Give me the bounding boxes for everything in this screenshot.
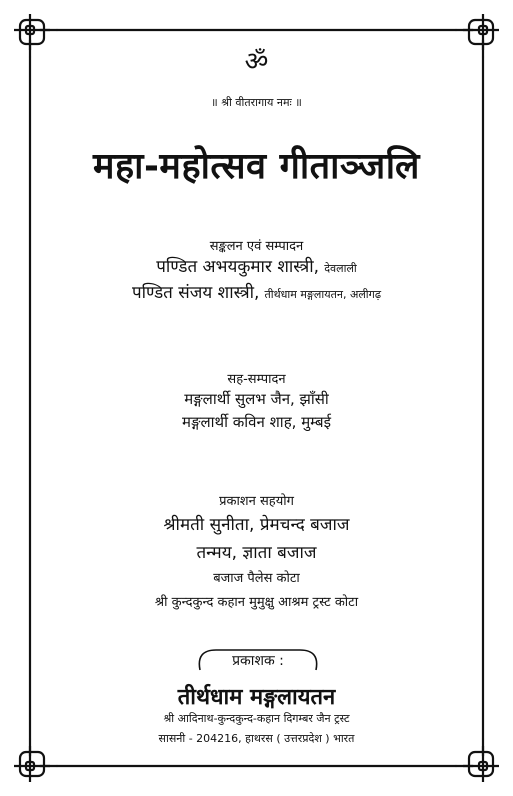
editor-line [0,254,513,277]
publisher-label-box [196,648,320,672]
support-trust: श्री कुन्दकुन्द कहान मुमुक्षु आश्रम ट्रस्ट कोटा [154,595,359,610]
corner-knot-icon [463,746,499,782]
publisher-label: प्रकाशक : [232,653,284,669]
compilation-heading: सङ्कलन एवं सम्पादन [209,239,304,254]
editor-name: पण्डित संजय शास्त्री, [131,283,260,303]
publisher-address: सासनी - 204216, हाथरस ( उत्तरप्रदेश ) भारत [158,732,355,745]
editor-line [0,280,513,303]
donor-name: श्रीमती सुनीता, प्रेमचन्द बजाज [163,515,350,535]
publication-support-heading: प्रकाशन सहयोग [219,494,294,509]
om-symbol: ॐ [244,47,269,77]
corner-knot-icon [14,746,50,782]
co-editor-name: मङ्गलार्थी कविन शाह, मुम्बई [182,413,331,431]
book-title: महा-महोत्सव गीताञ्जलि [93,146,420,187]
co-editor-name: मङ्गलार्थी सुलभ जैन, झाँसी [184,390,329,408]
publisher-trust: श्री आदिनाथ-कुन्दकुन्द-कहान दिगम्बर जैन ट्रस्ट [163,712,350,725]
co-editing-heading: सह-सम्पादन [227,372,286,387]
editor-place: देवलाली [324,262,357,275]
publisher-name: तीर्थधाम मङ्गलायतन [177,685,336,710]
donor-name: तन्मय, ज्ञाता बजाज [196,543,317,563]
donor-place: बजाज पैलेस कोटा [213,571,300,586]
editor-place: तीर्थधाम मङ्गलायतन, अलीगढ़ [264,288,382,301]
invocation-line: ॥ श्री वीतरागाय नमः ॥ [211,96,302,109]
editor-name: पण्डित अभयकुमार शास्त्री, [156,257,320,277]
